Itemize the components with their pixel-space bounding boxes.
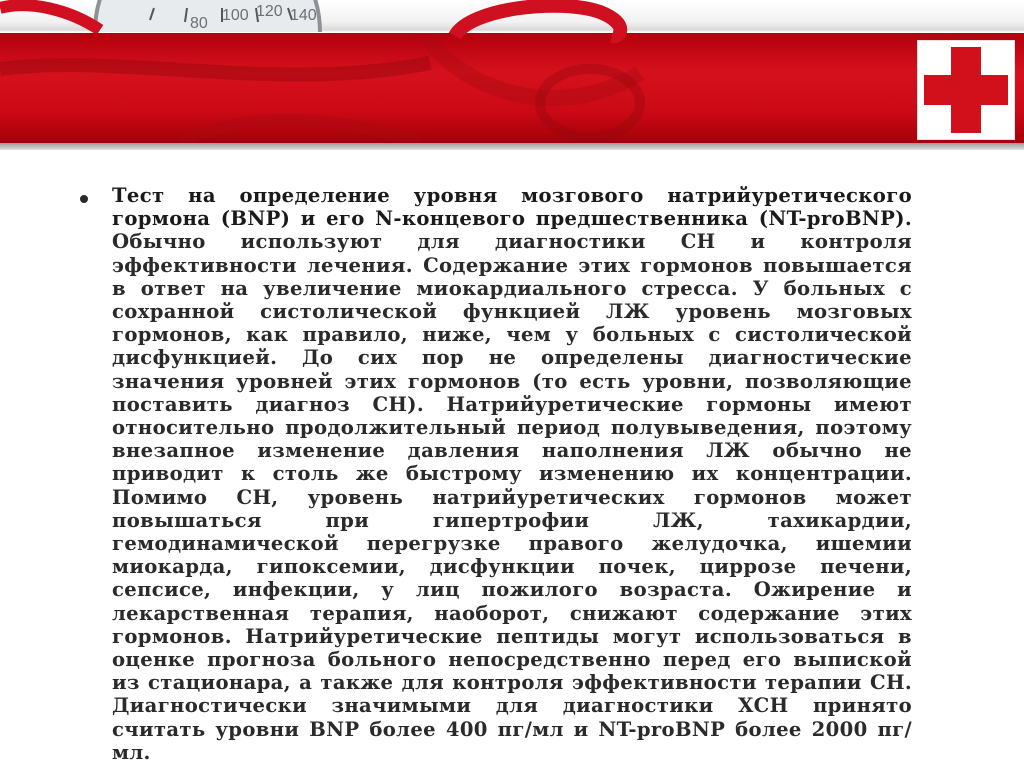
cross-bar-vertical xyxy=(951,47,981,133)
gauge-tick-label: 140 xyxy=(290,7,317,24)
medical-cross-icon xyxy=(917,40,1015,140)
gauge-tick-label: 100 xyxy=(222,7,249,24)
slide-content xyxy=(82,184,912,764)
bullet-paragraph xyxy=(112,184,912,764)
gauge-tick-label: 120 xyxy=(256,3,283,20)
paragraph-body: Обычно используют для диагностики СН и контроля эффективности лечения. Содержание этих гормонов повышается в ответ на увеличение миокардиального стресса. У больных с сохранной систолической функцией ЛЖ уровень мозговых гормонов, как правило, ниже, чем у больных с систолической дисфункцией. До сих пор не определены диагностические значения уровней этих гормонов (то есть уровни, позволяющие поставить диагноз СН). Натрийуретические гормоны имеют относительно продолжительный период полувыведения, поэтому внезапное изменение давления наполнения ЛЖ обычно не приводит к столь же быстрому изменению их концентрации. Помимо СН, уровень натрийуретических гормонов может повышаться при гипертрофии ЛЖ, тахикардии, гемодинамической перегрузке правого желудочка, ишемии миокарда, гипоксемии, дисфункции почек, циррозе печени, сепсисе, инфекции, у лиц пожилого возраста. Ожирение и лекарственная терапия, наоборот, снижают содержание этих гормонов. Натрийуретические пептиды могут использоваться в оценке прогноза больного непосредственно перед его выпиской из стационара, а также для контроля эффективности терапии СН. Диагностически значимыми для диагностики ХСН принято считать уровни BNP более 400 пг/мл и NT-proBNP более 2000 пг/мл. xyxy=(112,230,912,764)
band-shadow xyxy=(0,143,1024,150)
header-banner xyxy=(0,0,1024,150)
stethoscope-ring-icon xyxy=(0,0,1024,150)
bullet-icon xyxy=(80,195,88,203)
paragraph-lead: Тест на определение уровня мозгового натрийуретического гормона (BNP) и его N-концевого предшественника (NT-proBNP). xyxy=(112,184,912,231)
gauge-tick-label: 80 xyxy=(190,15,208,32)
